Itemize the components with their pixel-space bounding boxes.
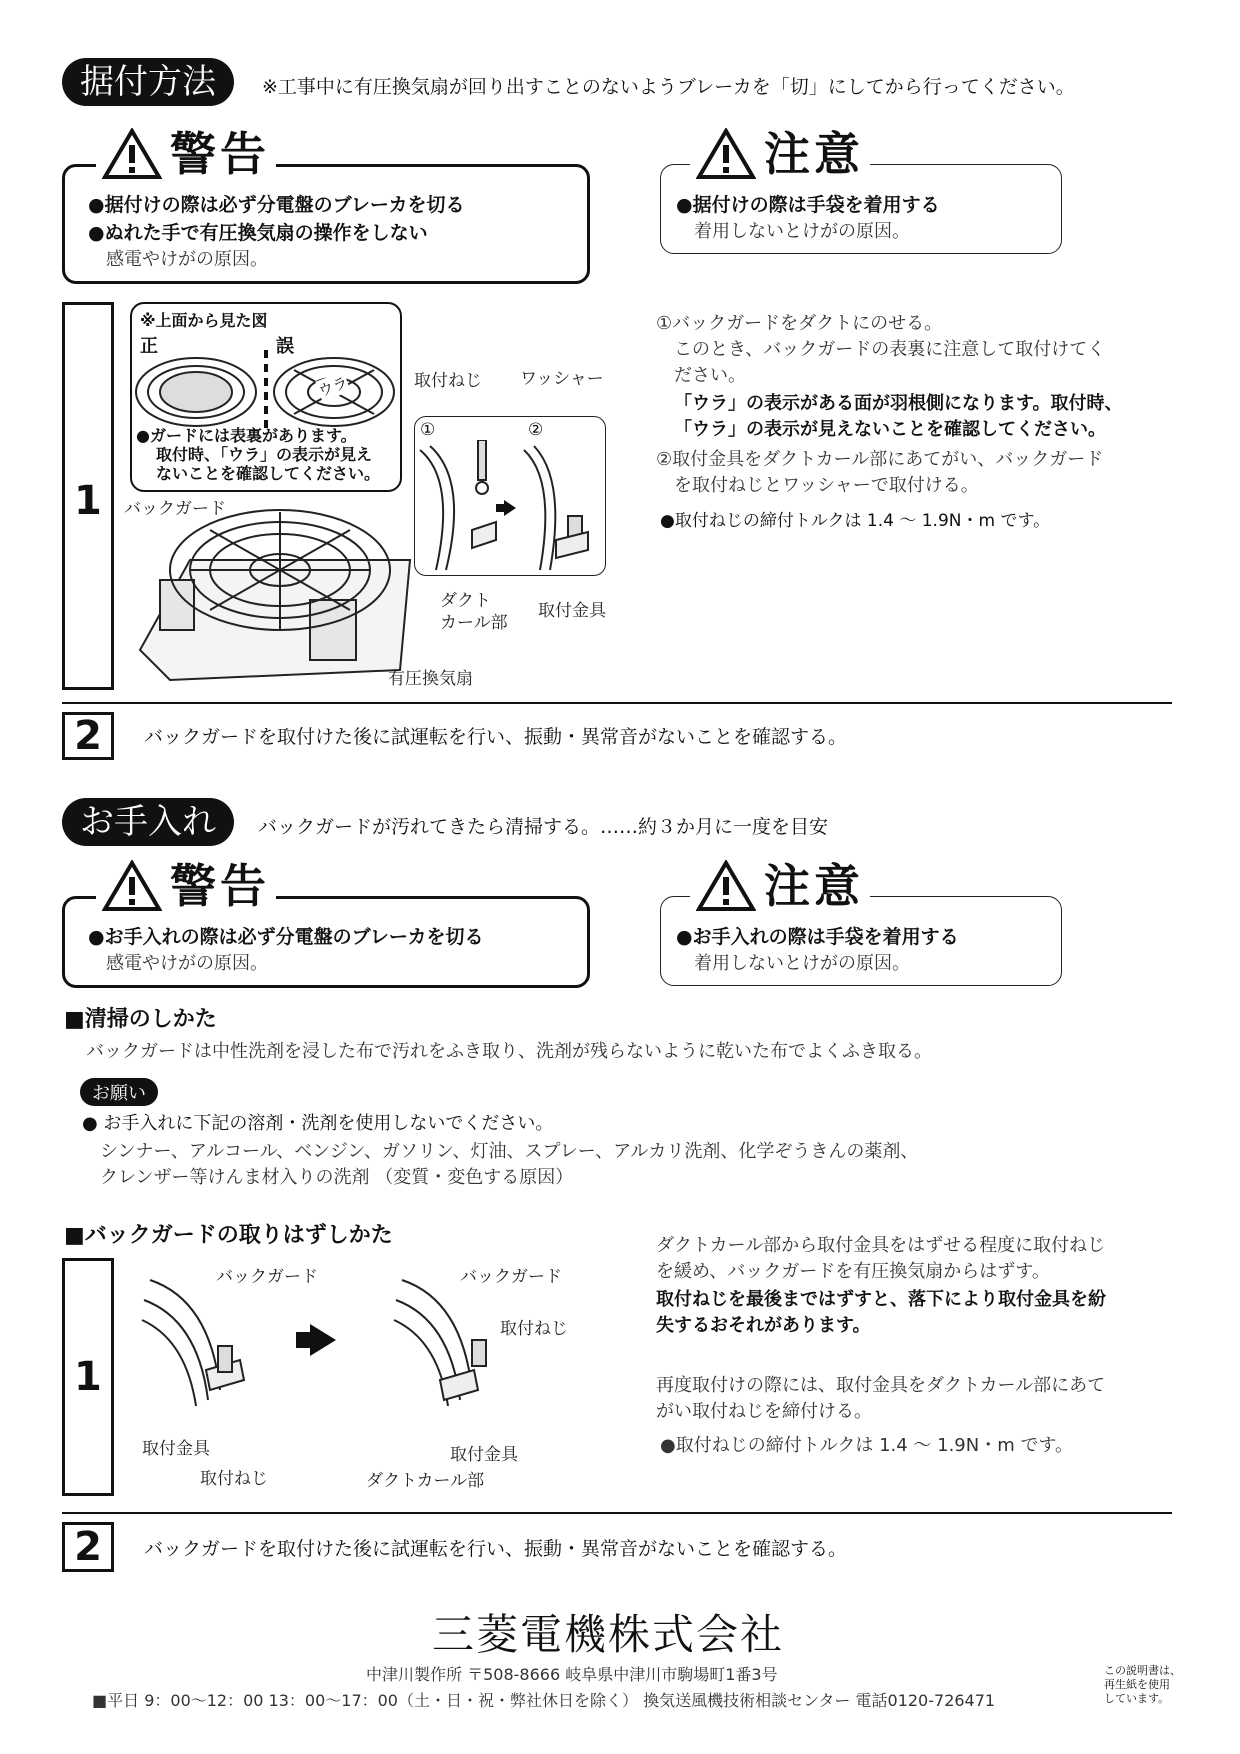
detail-drawing (416, 440, 604, 574)
install-text-7: を取付ねじとワッシャーで取付ける。 (674, 475, 979, 496)
removal-text-5: 再度取付けの際には、取付金具をダクトカール部にあて (656, 1375, 1106, 1396)
install-text-6: ②取付金具をダクトカール部にあてがい、バックガード (656, 449, 1104, 470)
inset-guard-drawing (134, 350, 398, 430)
install-title: 据付方法 (62, 58, 234, 106)
inset-wrong: 誤 (276, 336, 294, 357)
caution-triangle-icon (696, 860, 756, 912)
removal-text-7: ●取付ねじの締付トルクは 1.4 ～ 1.9N・m です。 (660, 1435, 1074, 1456)
care-note: バックガードが汚れてきたら清掃する。……約３か月に一度を目安 (258, 816, 829, 838)
removal-text-3: 取付ねじを最後まではずすと、落下により取付金具を紛 (656, 1289, 1106, 1310)
removal-label-bracket-a: 取付金具 (142, 1439, 210, 1459)
inset-title: ※上面から見た図 (140, 311, 268, 330)
care-title: お手入れ (62, 798, 234, 846)
company-name: 三菱電機株式会社 (432, 1610, 785, 1659)
recycle-note-2: 再生紙を使用 (1104, 1678, 1170, 1691)
removal-label-duct-b: ダクトカール部 (366, 1471, 485, 1491)
install-warning-title: 警告 (96, 126, 276, 182)
label-bracket: 取付金具 (538, 601, 606, 621)
care-caution-reason: 着用しないとけがの原因。 (694, 953, 910, 974)
removal-text-1: ダクトカール部から取付金具をはずせる程度に取付ねじ (656, 1235, 1106, 1256)
removal-label-screw-a: 取付ねじ (200, 1469, 268, 1489)
install-text-4: 「ウラ」の表示がある面が羽根側になります。取付時、 (674, 393, 1123, 414)
install-text-1: ①バックガードをダクトにのせる。 (656, 313, 943, 334)
warning-triangle-icon (102, 128, 162, 180)
recycle-note-3: しています。 (1104, 1692, 1170, 1705)
removal-text-4: 失するおそれがあります。 (656, 1315, 871, 1336)
divider (62, 1512, 1172, 1514)
caution-triangle-icon (696, 128, 756, 180)
label-screw: 取付ねじ (414, 371, 482, 391)
removal-label-backguard-a: バックガード (216, 1267, 318, 1287)
removal-heading: ■バックガードの取りはずしかた (64, 1223, 393, 1248)
removal-step2-text: バックガードを取付けた後に試運転を行い、振動・異常音がないことを確認する。 (144, 1538, 848, 1560)
install-text-3: ださい。 (674, 365, 746, 386)
divider (62, 702, 1172, 704)
install-text-2: このとき、バックガードの表裏に注意して取付けてく (674, 339, 1106, 360)
request-line-3: クレンザー等けんま材入りの洗剤 （変質・変色する原因） (100, 1167, 574, 1188)
cleaning-heading: ■清掃のしかた (64, 1007, 217, 1032)
install-step2-number: 2 (62, 712, 114, 760)
install-caution-title: 注意 (690, 126, 870, 182)
inset-note-2: 取付時、「ウラ」の表示が見え (156, 445, 373, 464)
fan-drawing (130, 500, 420, 690)
removal-drawing (140, 1270, 520, 1410)
request-line-2: シンナー、アルコール、ベンジン、ガソリン、灯油、スプレー、アルカリ洗剤、化学ぞうきんの薬剤、 (100, 1141, 919, 1162)
inset-correct: 正 (140, 336, 158, 357)
label-duct-2: カール部 (440, 613, 508, 633)
inset-note-1: ●ガードには表裏があります。 (136, 426, 357, 445)
request-line-1: ● お手入れに下記の溶剤・洗剤を使用しないでください。 (82, 1113, 554, 1134)
removal-label-screw-b: 取付ねじ (500, 1319, 568, 1339)
support-hours: ■平日 9：00～12：00 13：00～17：00（土・日・祝・弊社休日を除く） 換気送風機技術相談センター 電話0120-726471 (92, 1691, 996, 1710)
inset-note-3: ないことを確認してください。 (156, 464, 381, 483)
recycle-note-1: この説明書は、 (1104, 1664, 1181, 1677)
install-note: ※工事中に有圧換気扇が回り出すことのないようブレーカを「切」にしてから行ってください。 (262, 76, 1075, 98)
care-warning-title: 警告 (96, 858, 276, 914)
install-caution-item: ●据付けの際は手袋を着用する (676, 194, 940, 216)
detail-c2: ② (528, 420, 544, 440)
label-duct-1: ダクト (440, 591, 491, 611)
label-backguard: バックガード (124, 499, 226, 519)
removal-text-2: を緩め、バックガードを有圧換気扇からはずす。 (656, 1261, 1050, 1282)
install-text-5: 「ウラ」の表示が見えないことを確認してください。 (674, 419, 1106, 440)
inset-ura: ウラ (315, 373, 351, 401)
removal-label-backguard-b: バックガード (460, 1267, 562, 1287)
install-text-8: ●取付ねじの締付トルクは 1.4 ～ 1.9N・m です。 (660, 511, 1051, 531)
cleaning-text: バックガードは中性洗剤を浸した布で汚れをふき取り、洗剤が残らないように乾いた布でよくふき取る。 (86, 1041, 932, 1062)
care-warning-item: ●お手入れの際は必ず分電盤のブレーカを切る (88, 926, 484, 948)
care-caution-title: 注意 (690, 858, 870, 914)
removal-step1-number: 1 (74, 1354, 102, 1400)
request-badge: お願い (80, 1078, 158, 1106)
removal-label-bracket-b: 取付金具 (450, 1445, 518, 1465)
label-washer: ワッシャー (520, 369, 604, 389)
warning-triangle-icon (102, 860, 162, 912)
detail-c1: ① (420, 420, 436, 440)
company-address: 中津川製作所 〒508-8666 岐阜県中津川市駒場町1番3号 (366, 1665, 778, 1684)
install-step1-number: 1 (74, 478, 102, 524)
removal-step2-number: 2 (62, 1522, 114, 1572)
install-warning-item-2: ●ぬれた手で有圧換気扇の操作をしない (88, 222, 428, 244)
care-caution-item: ●お手入れの際は手袋を着用する (676, 926, 959, 948)
install-caution-reason: 着用しないとけがの原因。 (694, 221, 910, 242)
install-warning-reason: 感電やけがの原因。 (106, 249, 268, 270)
care-warning-reason: 感電やけがの原因。 (106, 953, 268, 974)
removal-text-6: がい取付ねじを締付ける。 (656, 1401, 872, 1422)
label-fan: 有圧換気扇 (388, 669, 473, 689)
install-step2-text: バックガードを取付けた後に試運転を行い、振動・異常音がないことを確認する。 (144, 726, 848, 748)
install-warning-item-1: ●据付けの際は必ず分電盤のブレーカを切る (88, 194, 465, 216)
